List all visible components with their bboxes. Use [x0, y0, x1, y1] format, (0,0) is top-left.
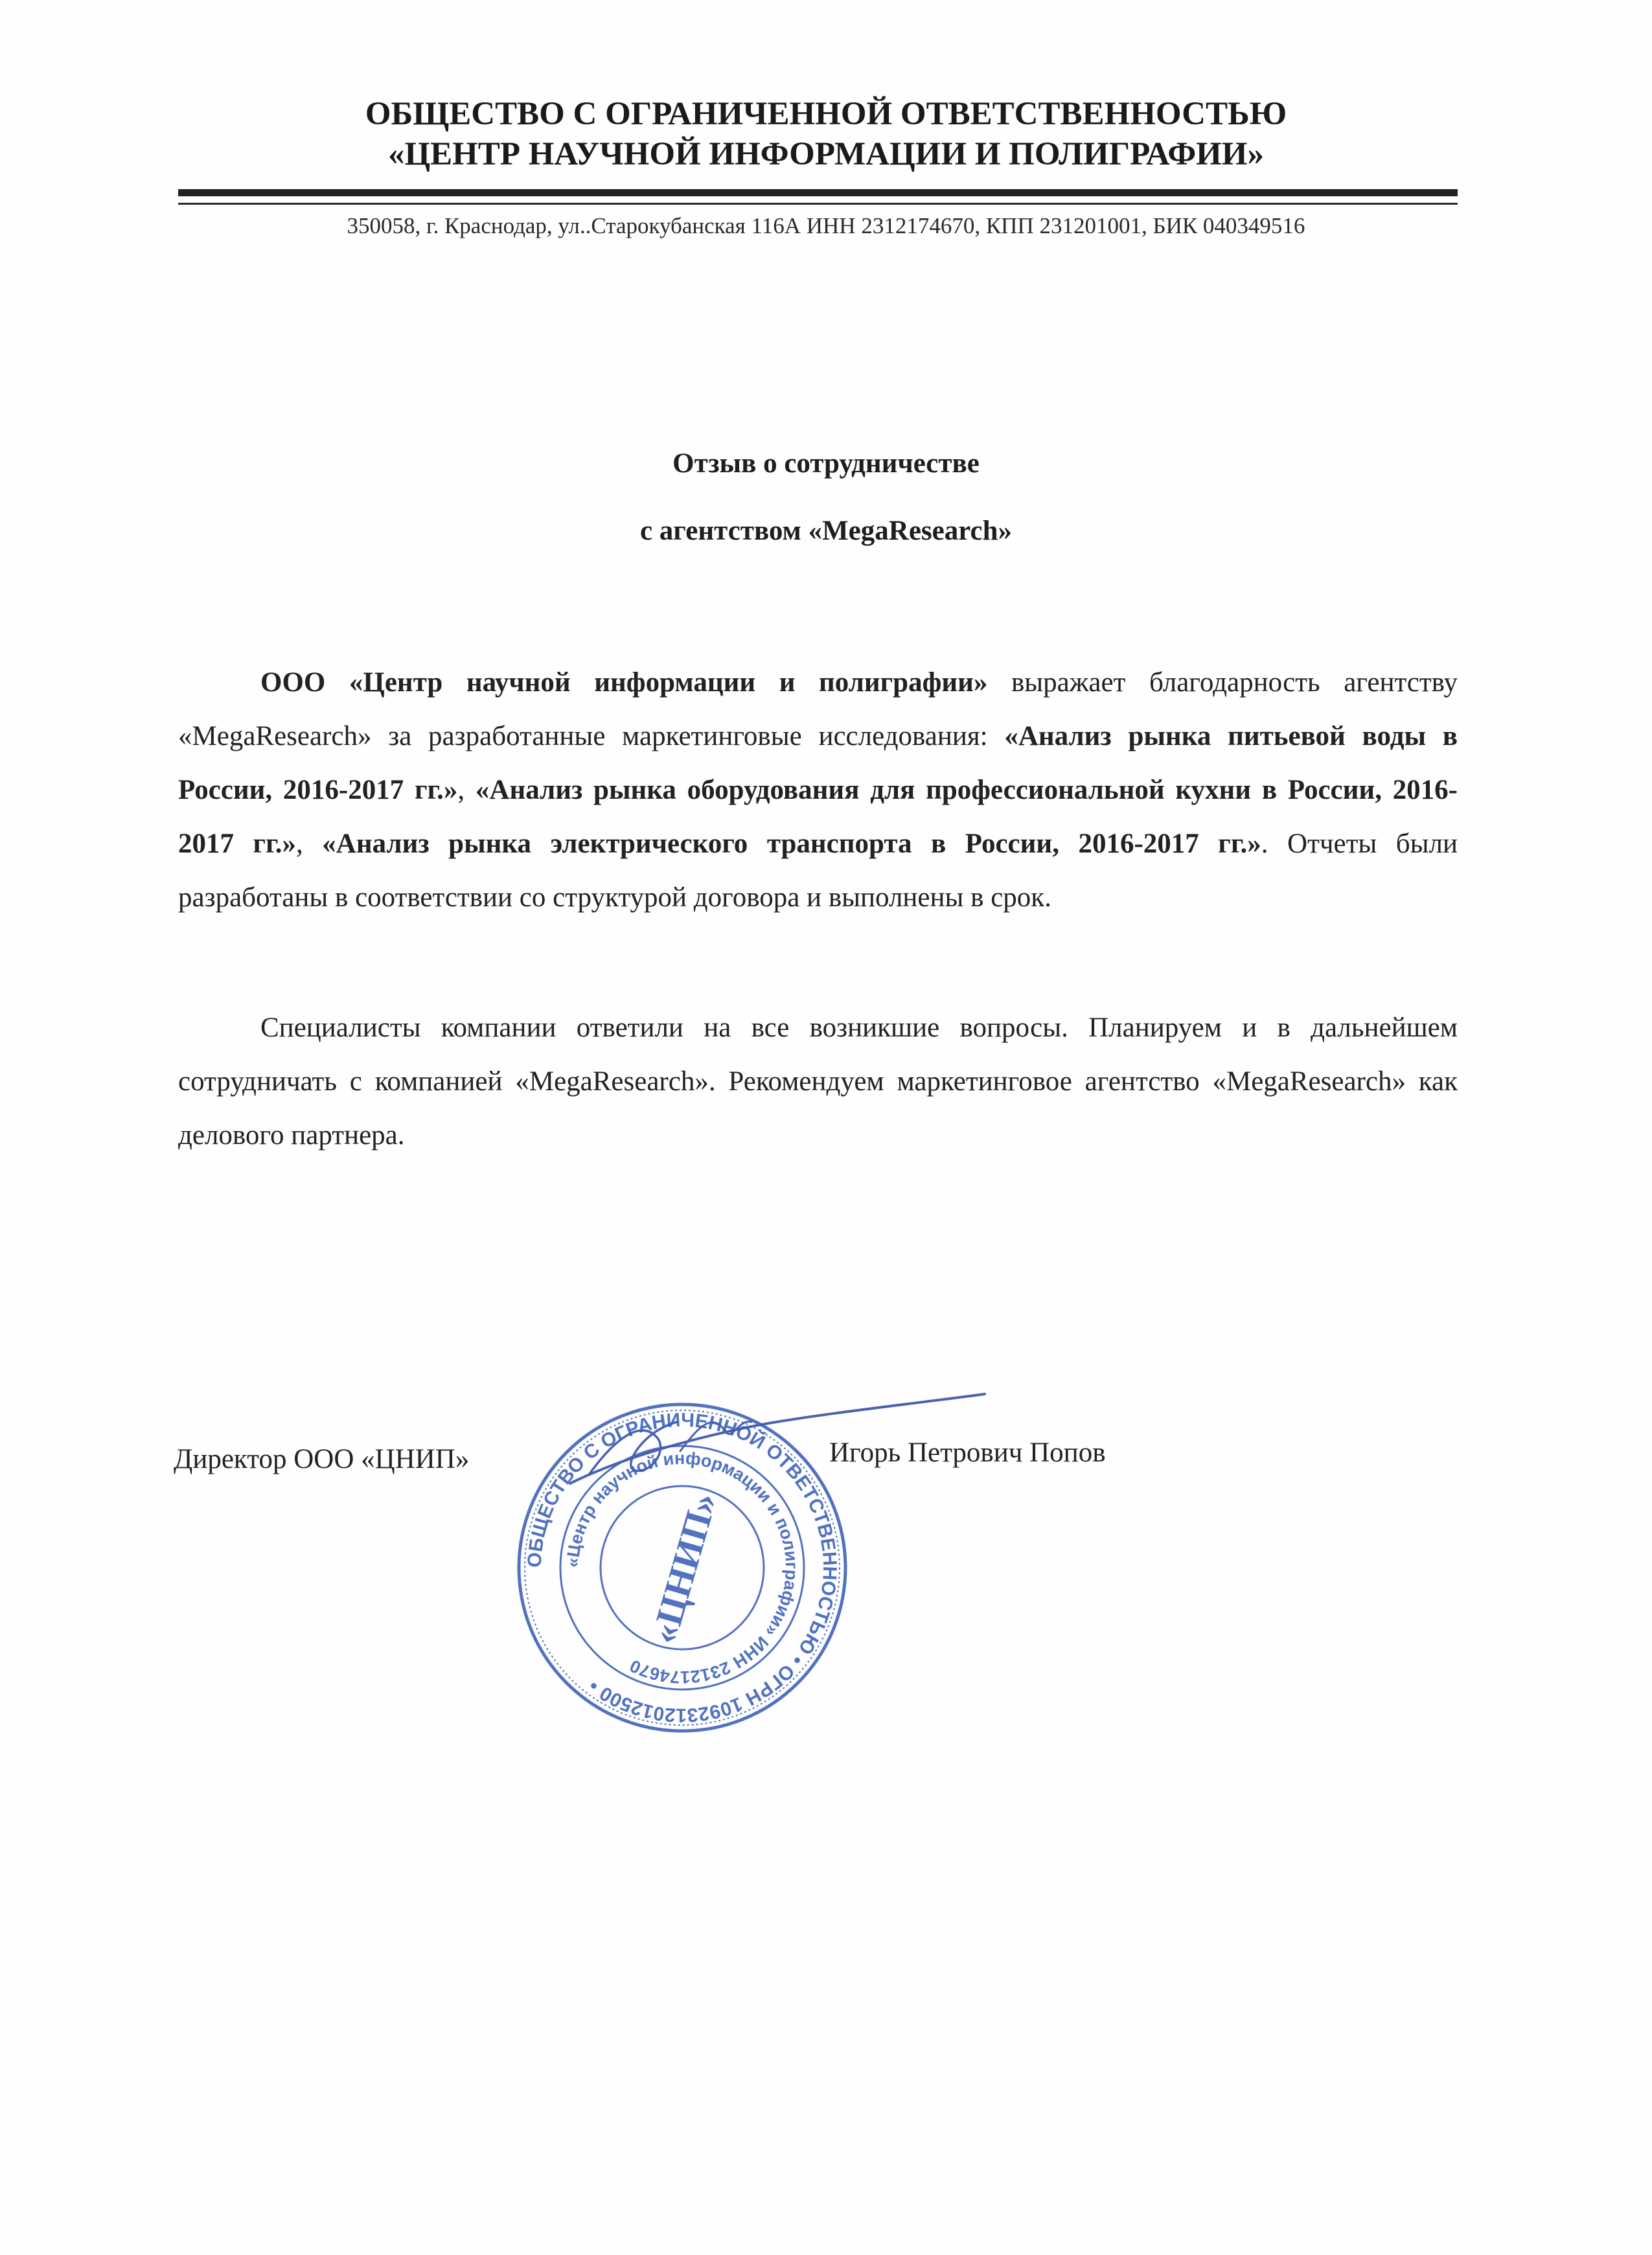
p1-text-1: выражает благодарность агентству «MegaResearch» за разработанные маркетинговые исследования: — [178, 667, 1458, 751]
report-title-1: «Анализ рынка питьевой воды в России, 2016-2017 гг.» — [178, 721, 1458, 805]
document-subtitle: с агентством «MegaResearch» — [639, 516, 1013, 546]
p2-text: Специалисты компании ответили на все возникшие вопросы. Планируем и в дальнейшем сотрудничать с компанией «MegaResearch». Рекомендуем маркетинговое агентство «MegaResearch» как делового партнера. — [178, 1013, 1458, 1150]
p1-separator-1: , — [457, 775, 476, 805]
report-title-3: «Анализ рынка электрического транспорта в России, 2016-2017 гг.» — [322, 829, 1261, 859]
body-paragraph-2 — [178, 1001, 1458, 1162]
signatory-position: Директор ООО «ЦНИП» — [174, 1444, 470, 1474]
letterhead-rule-thin — [178, 203, 1458, 205]
p1-text-2: . Отчеты были разработаны в соответствии со структурой договора и выполнены в срок. — [178, 829, 1458, 913]
seal-outer-text: ОБЩЕСТВО С ОГРАНИЧЕННОЙ ОТВЕТСТВЕННОСТЬЮ • ОГРН 1092312012500 • — [523, 1409, 841, 1726]
document-title: Отзыв о сотрудничестве — [672, 448, 980, 479]
signatory-name: Игорь Петрович Попов — [829, 1437, 1106, 1468]
body-paragraph-1 — [178, 656, 1458, 924]
seal-inner-text: «Центр научной информации и полиграфии» ИНН 2312174670 — [562, 1448, 802, 1688]
report-title-2: «Анализ рынка оборудования для профессиональной кухни в России, 2016-2017 гг.» — [178, 775, 1458, 859]
letterhead-rule-thick — [178, 189, 1458, 196]
p1-separator-2: , — [295, 829, 323, 859]
letterhead-company-name: «ЦЕНТР НАУЧНОЙ ИНФОРМАЦИИ И ПОЛИГРАФИИ» — [388, 136, 1264, 172]
seal-center-text: «ЦНИП» — [642, 1488, 726, 1649]
letterhead-address: 350058, г. Краснодар, ул..Старокубанская 116А ИНН 2312174670, КПП 231201001, БИК 040349516 — [347, 213, 1305, 238]
letterhead-company-type: ОБЩЕСТВО С ОГРАНИЧЕННОЙ ОТВЕТСТВЕННОСТЬЮ — [365, 96, 1287, 132]
company-seal — [514, 1399, 851, 1736]
company-name-bold: ООО «Центр научной информации и полиграфии» — [260, 667, 988, 698]
